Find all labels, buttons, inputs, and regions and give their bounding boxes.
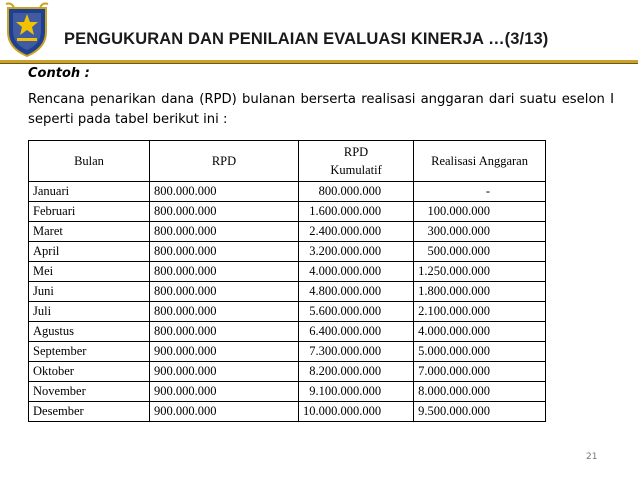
budget-table bbox=[28, 140, 546, 422]
header-bulan: Bulan bbox=[29, 141, 150, 182]
cell-realisasi: 100.000.000 bbox=[414, 202, 546, 222]
cell-realisasi: 500.000.000 bbox=[414, 242, 546, 262]
cell-realisasi: 4.000.000.000 bbox=[414, 322, 546, 342]
header-rpd-kumulatif-line1: RPD bbox=[343, 145, 369, 159]
cell-kumulatif: 10.000.000.000 bbox=[299, 402, 414, 422]
cell-realisasi: - bbox=[414, 182, 546, 202]
cell-realisasi: 7.000.000.000 bbox=[414, 362, 546, 382]
cell-kumulatif: 1.600.000.000 bbox=[299, 202, 414, 222]
table-row bbox=[29, 362, 546, 382]
table-row bbox=[29, 342, 546, 362]
cell-kumulatif: 8.200.000.000 bbox=[299, 362, 414, 382]
cell-rpd: 900.000.000 bbox=[150, 402, 299, 422]
cell-rpd: 900.000.000 bbox=[150, 342, 299, 362]
cell-realisasi: 300.000.000 bbox=[414, 222, 546, 242]
cell-kumulatif: 4.800.000.000 bbox=[299, 282, 414, 302]
cell-kumulatif: 4.000.000.000 bbox=[299, 262, 414, 282]
cell-rpd: 800.000.000 bbox=[150, 262, 299, 282]
header-rpd-kumulatif bbox=[299, 141, 414, 182]
description-text: Rencana penarikan dana (RPD) bulanan berserta realisasi anggaran dari suatu eselon I seperti pada tabel berikut ini : bbox=[28, 92, 614, 127]
cell-bulan: Februari bbox=[29, 202, 150, 222]
cell-realisasi: 2.100.000.000 bbox=[414, 302, 546, 322]
table-row bbox=[29, 182, 546, 202]
cell-kumulatif: 9.100.000.000 bbox=[299, 382, 414, 402]
cell-kumulatif: 3.200.000.000 bbox=[299, 242, 414, 262]
cell-realisasi: 5.000.000.000 bbox=[414, 342, 546, 362]
table-row bbox=[29, 222, 546, 242]
cell-rpd: 900.000.000 bbox=[150, 382, 299, 402]
cell-kumulatif: 5.600.000.000 bbox=[299, 302, 414, 322]
header-realisasi: Realisasi Anggaran bbox=[414, 141, 546, 182]
table-row bbox=[29, 262, 546, 282]
header-rpd: RPD bbox=[150, 141, 299, 182]
cell-bulan: April bbox=[29, 242, 150, 262]
cell-bulan: Juni bbox=[29, 282, 150, 302]
cell-bulan: Maret bbox=[29, 222, 150, 242]
table-row bbox=[29, 202, 546, 222]
ministry-emblem-icon bbox=[4, 2, 50, 58]
cell-rpd: 800.000.000 bbox=[150, 202, 299, 222]
cell-rpd: 800.000.000 bbox=[150, 182, 299, 202]
cell-bulan: Januari bbox=[29, 182, 150, 202]
table-row bbox=[29, 402, 546, 422]
table-row bbox=[29, 322, 546, 342]
cell-bulan: Desember bbox=[29, 402, 150, 422]
cell-rpd: 800.000.000 bbox=[150, 322, 299, 342]
cell-realisasi: 1.800.000.000 bbox=[414, 282, 546, 302]
cell-rpd: 800.000.000 bbox=[150, 222, 299, 242]
cell-bulan: Juli bbox=[29, 302, 150, 322]
cell-realisasi: 9.500.000.000 bbox=[414, 402, 546, 422]
cell-bulan: September bbox=[29, 342, 150, 362]
cell-rpd: 900.000.000 bbox=[150, 362, 299, 382]
cell-realisasi: 8.000.000.000 bbox=[414, 382, 546, 402]
cell-rpd: 800.000.000 bbox=[150, 282, 299, 302]
slide-header bbox=[0, 0, 638, 64]
table-header-row bbox=[29, 141, 546, 182]
header-divider-shadow bbox=[0, 63, 638, 64]
table-row bbox=[29, 302, 546, 322]
header-rpd-kumulatif-line2: Kumulatif bbox=[330, 163, 382, 177]
cell-bulan: Agustus bbox=[29, 322, 150, 342]
cell-bulan: Oktober bbox=[29, 362, 150, 382]
cell-kumulatif: 2.400.000.000 bbox=[299, 222, 414, 242]
page-number: 21 bbox=[586, 452, 598, 462]
example-label: Contoh : bbox=[28, 66, 90, 81]
cell-bulan: Mei bbox=[29, 262, 150, 282]
cell-kumulatif: 800.000.000 bbox=[299, 182, 414, 202]
cell-kumulatif: 7.300.000.000 bbox=[299, 342, 414, 362]
cell-kumulatif: 6.400.000.000 bbox=[299, 322, 414, 342]
cell-realisasi: 1.250.000.000 bbox=[414, 262, 546, 282]
table-row bbox=[29, 382, 546, 402]
table-row bbox=[29, 242, 546, 262]
table-row bbox=[29, 282, 546, 302]
page-title: PENGUKURAN DAN PENILAIAN EVALUASI KINERJA …(3/13) bbox=[64, 30, 549, 48]
cell-rpd: 800.000.000 bbox=[150, 302, 299, 322]
cell-bulan: November bbox=[29, 382, 150, 402]
cell-rpd: 800.000.000 bbox=[150, 242, 299, 262]
table-body bbox=[29, 182, 546, 422]
